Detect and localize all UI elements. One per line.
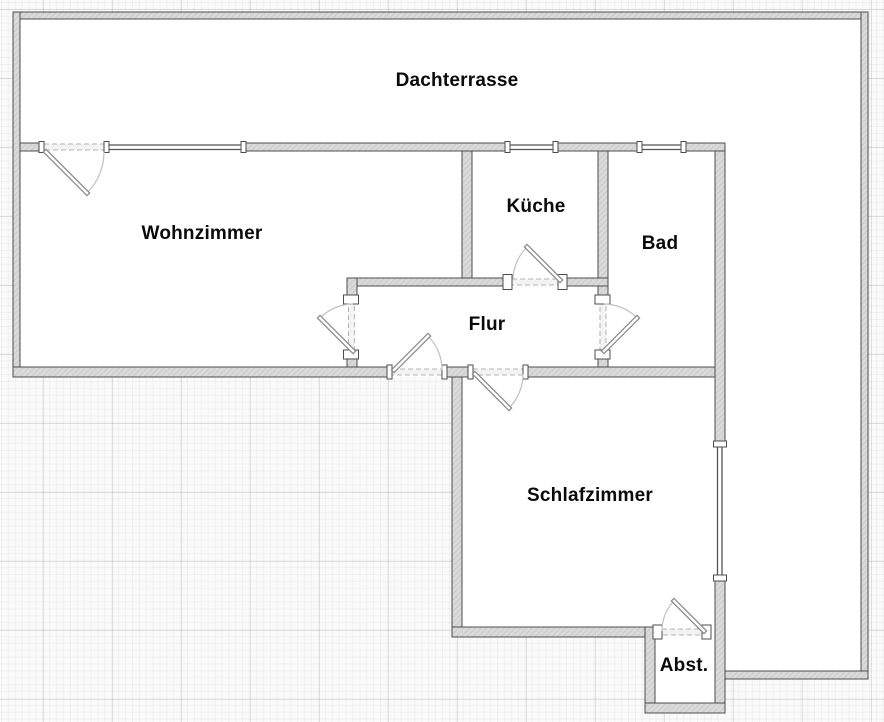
wall-outer-left (13, 12, 20, 377)
abst-door-opening (662, 629, 702, 635)
wohnzimmer-door-opening (349, 304, 355, 350)
wall-kueche-bad-divider (598, 151, 608, 298)
room-label-abstellraum: Abst. (659, 655, 709, 676)
terrace-door-opening (44, 144, 104, 150)
wall-flur-top-seg1 (347, 278, 503, 286)
wall-bottom-tpiece (446, 367, 469, 377)
wall-kueche-left (462, 151, 472, 278)
wall-outer-top (13, 12, 868, 19)
wall-bottom-seg1 (13, 367, 387, 377)
room-label-schlafzimmer: Schlafzimmer (527, 485, 653, 506)
wall-bottom-seg2 (527, 367, 725, 377)
room-label-kueche: Küche (506, 196, 566, 217)
bad-door-opening (600, 304, 606, 350)
wall-top-divider-seg2 (246, 143, 506, 151)
wall-right-inner-upper (715, 151, 725, 441)
schlafzimmer-door-opening (473, 369, 523, 375)
wall-schlafzimmer-left (452, 377, 462, 627)
room-label-flur: Flur (468, 314, 506, 335)
wall-top-divider-seg4 (686, 143, 725, 151)
floor-area (13, 12, 868, 713)
wall-schlafzimmer-bottom (452, 627, 653, 637)
wall-abst-bottom (645, 703, 725, 713)
kueche-door-opening (512, 279, 558, 285)
wall-outer-right (861, 12, 868, 678)
wall-terrace-bottom (715, 671, 868, 679)
room-label-bad: Bad (641, 233, 679, 254)
entrance-door-opening (392, 369, 442, 375)
wall-top-divider-seg3 (557, 143, 638, 151)
room-label-wohnzimmer: Wohnzimmer (141, 223, 263, 244)
wall-right-inner-lower (715, 581, 725, 713)
room-label-dachterrasse: Dachterrasse (395, 70, 519, 91)
wall-flur-top-seg2 (567, 278, 608, 286)
